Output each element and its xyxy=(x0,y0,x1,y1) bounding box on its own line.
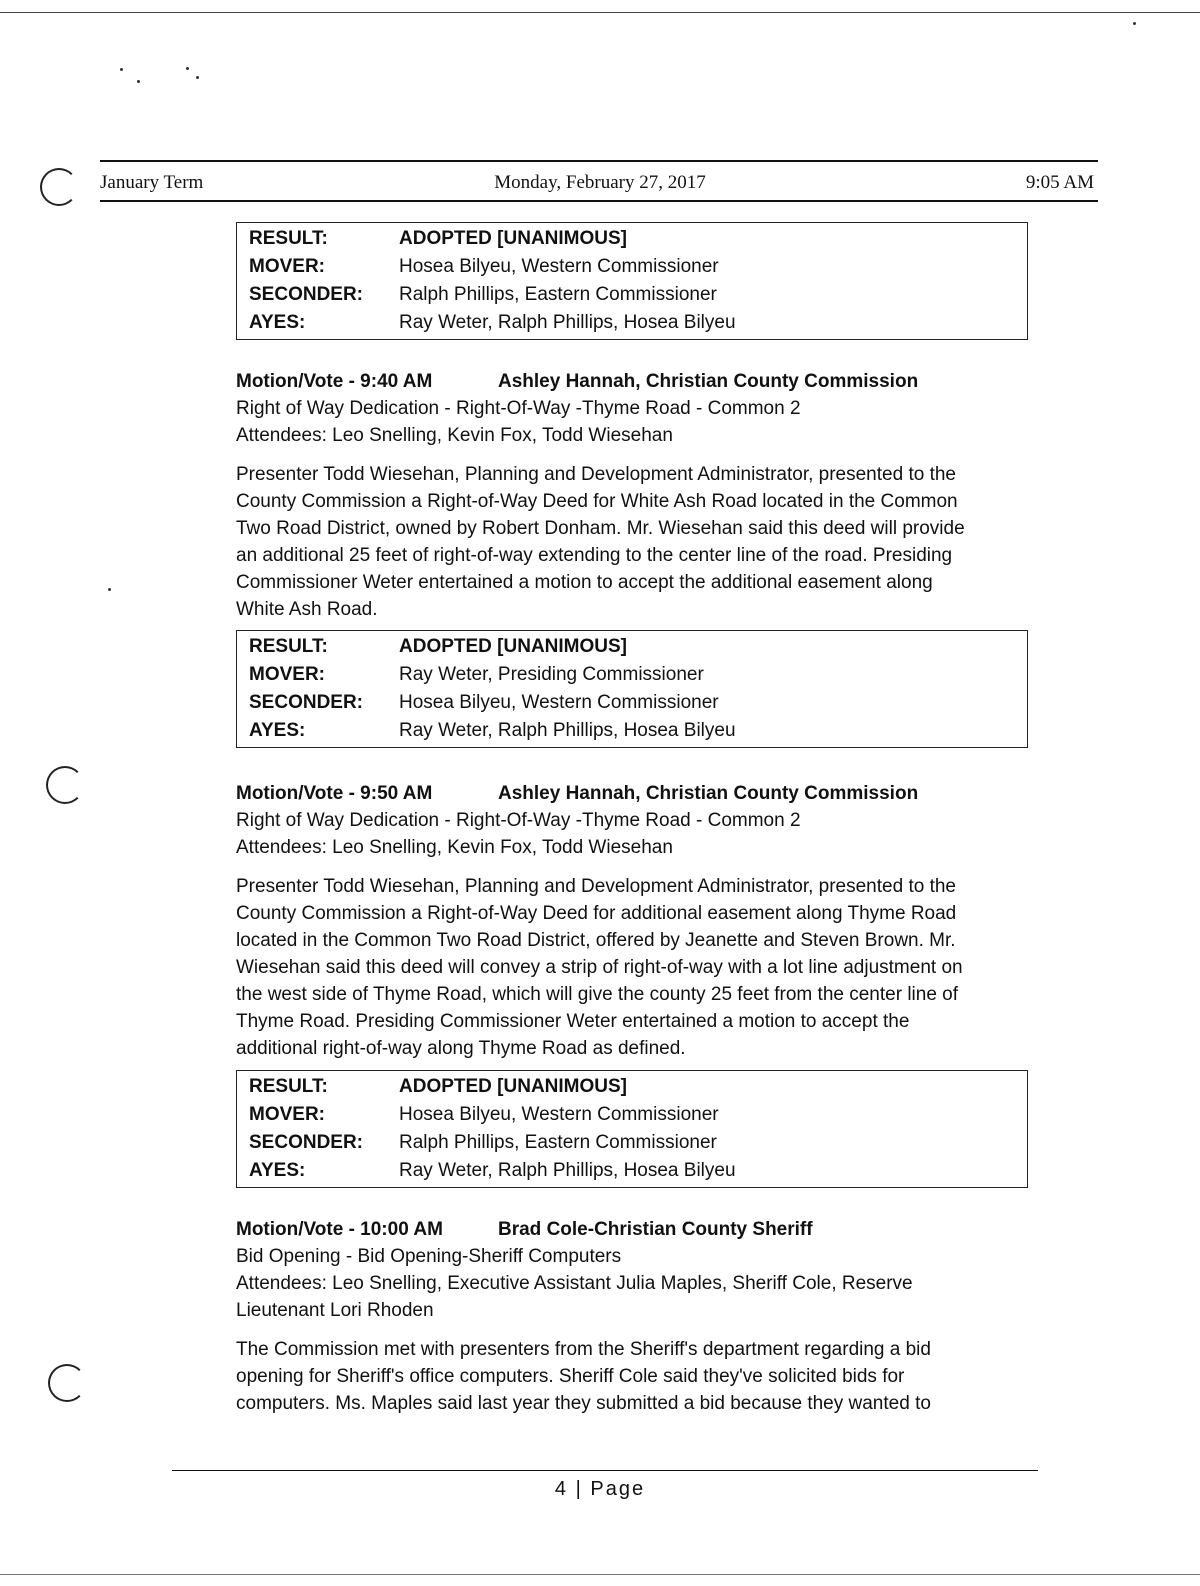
motion-attendees-cont: Lieutenant Lori Rhoden xyxy=(236,1300,434,1321)
body-line: Presenter Todd Wiesehan, Planning and Development Administrator, presented to the xyxy=(236,464,956,485)
header-term: January Term xyxy=(100,172,204,193)
motion-section xyxy=(236,1216,1036,1417)
motion-attendees: Attendees: Leo Snelling, Executive Assistant Julia Maples, Sheriff Cole, Reserve xyxy=(236,1273,913,1294)
motion-time: Motion/Vote - 9:40 AM xyxy=(236,371,433,392)
scan-speck xyxy=(137,80,140,83)
body-line: Presenter Todd Wiesehan, Planning and Development Administrator, presented to the xyxy=(236,876,956,897)
motion-heading xyxy=(236,780,1036,807)
body-line: The Commission met with presenters from the Sheriff's department regarding a bid xyxy=(236,1339,931,1360)
ayes-value: Ray Weter, Ralph Phillips, Hosea Bilyeu xyxy=(399,1160,736,1181)
result-value: ADOPTED [UNANIMOUS] xyxy=(399,228,627,249)
mover-label: MOVER: xyxy=(249,256,325,277)
vote-row-result xyxy=(237,633,1027,661)
seconder-label: SECONDER: xyxy=(249,1132,364,1153)
vote-row-ayes xyxy=(237,1157,1027,1185)
motion-section xyxy=(236,780,1036,1062)
motion-time: Motion/Vote - 9:50 AM xyxy=(236,783,433,804)
body-line: White Ash Road. xyxy=(236,599,378,620)
result-label: RESULT: xyxy=(249,228,328,249)
scan-bottom-edge xyxy=(0,1574,1200,1575)
ayes-value: Ray Weter, Ralph Phillips, Hosea Bilyeu xyxy=(399,312,736,333)
ayes-value: Ray Weter, Ralph Phillips, Hosea Bilyeu xyxy=(399,720,736,741)
body-line: Commissioner Weter entertained a motion to accept the additional easement along xyxy=(236,572,933,593)
mover-value: Ray Weter, Presiding Commissioner xyxy=(399,664,704,685)
body-line: opening for Sheriff's office computers. Sheriff Cole said they've solicited bids for xyxy=(236,1366,905,1387)
vote-row-result xyxy=(237,225,1027,253)
motion-topic: Right of Way Dedication - Right-Of-Way -Thyme Road - Common 2 xyxy=(236,398,801,419)
body-line: the west side of Thyme Road, which will give the county 25 feet from the center line of xyxy=(236,984,959,1005)
scan-speck xyxy=(108,588,111,591)
vote-row-mover xyxy=(237,661,1027,689)
motion-body xyxy=(236,461,1036,623)
result-label: RESULT: xyxy=(249,636,328,657)
body-line: Wiesehan said this deed will convey a strip of right-of-way with a lot line adjustment on xyxy=(236,957,963,978)
scan-speck xyxy=(120,68,123,71)
vote-row-seconder xyxy=(237,281,1027,309)
motion-topic: Right of Way Dedication - Right-Of-Way -Thyme Road - Common 2 xyxy=(236,810,801,831)
seconder-value: Ralph Phillips, Eastern Commissioner xyxy=(399,284,717,305)
body-line: computers. Ms. Maples said last year they submitted a bid because they wanted to xyxy=(236,1393,931,1414)
motion-attendees: Attendees: Leo Snelling, Kevin Fox, Todd Wiesehan xyxy=(236,425,673,446)
footer-rule xyxy=(172,1470,1038,1471)
scan-speck xyxy=(196,76,199,79)
body-line: located in the Common Two Road District, offered by Jeanette and Steven Brown. Mr. xyxy=(236,930,956,951)
body-line: Two Road District, owned by Robert Donham. Mr. Wiesehan said this deed will provide xyxy=(236,518,965,539)
seconder-value: Ralph Phillips, Eastern Commissioner xyxy=(399,1132,717,1153)
mover-label: MOVER: xyxy=(249,1104,325,1125)
result-value: ADOPTED [UNANIMOUS] xyxy=(399,636,627,657)
body-line: County Commission a Right-of-Way Deed for White Ash Road located in the Common xyxy=(236,491,958,512)
ayes-label: AYES: xyxy=(249,720,306,741)
header-time: 9:05 AM xyxy=(1025,172,1094,193)
vote-row-mover xyxy=(237,1101,1027,1129)
scan-top-edge xyxy=(0,12,1200,13)
ayes-label: AYES: xyxy=(249,312,306,333)
vote-row-mover xyxy=(237,253,1027,281)
vote-row-seconder xyxy=(237,1129,1027,1157)
body-line: additional right-of-way along Thyme Road as defined. xyxy=(236,1038,686,1059)
body-line: Thyme Road. Presiding Commissioner Weter entertained a motion to accept the xyxy=(236,1011,910,1032)
motion-section xyxy=(236,368,1036,623)
ayes-label: AYES: xyxy=(249,1160,306,1181)
seconder-value: Hosea Bilyeu, Western Commissioner xyxy=(399,692,719,713)
seconder-label: SECONDER: xyxy=(249,284,364,305)
punch-hole xyxy=(46,766,84,804)
header-date: Monday, February 27, 2017 xyxy=(494,172,706,193)
vote-row-ayes xyxy=(237,309,1027,337)
vote-result-table xyxy=(236,1070,1028,1188)
seconder-label: SECONDER: xyxy=(249,692,364,713)
body-line: County Commission a Right-of-Way Deed for additional easement along Thyme Road xyxy=(236,903,957,924)
vote-row-ayes xyxy=(237,717,1027,745)
vote-result-table xyxy=(236,222,1028,340)
motion-body xyxy=(236,873,1036,1062)
punch-hole xyxy=(48,1364,86,1402)
result-value: ADOPTED [UNANIMOUS] xyxy=(399,1076,627,1097)
motion-heading xyxy=(236,1216,1036,1243)
vote-row-result xyxy=(237,1073,1027,1101)
mover-label: MOVER: xyxy=(249,664,325,685)
motion-time: Motion/Vote - 10:00 AM xyxy=(236,1219,443,1240)
motion-body xyxy=(236,1336,1036,1417)
body-line: an additional 25 feet of right-of-way extending to the center line of the road. Presiding xyxy=(236,545,953,566)
scan-speck xyxy=(186,67,189,70)
header-bottom-rule xyxy=(100,200,1098,202)
motion-presenter: Ashley Hannah, Christian County Commission xyxy=(498,783,919,804)
motion-presenter: Brad Cole-Christian County Sheriff xyxy=(498,1219,813,1240)
motion-presenter: Ashley Hannah, Christian County Commission xyxy=(498,371,919,392)
header-top-rule xyxy=(100,160,1098,162)
vote-result-table xyxy=(236,630,1028,748)
mover-value: Hosea Bilyeu, Western Commissioner xyxy=(399,1104,719,1125)
motion-heading xyxy=(236,368,1036,395)
scan-speck xyxy=(1133,22,1136,25)
vote-row-seconder xyxy=(237,689,1027,717)
motion-attendees: Attendees: Leo Snelling, Kevin Fox, Todd Wiesehan xyxy=(236,837,673,858)
result-label: RESULT: xyxy=(249,1076,328,1097)
mover-value: Hosea Bilyeu, Western Commissioner xyxy=(399,256,719,277)
page-number: 4 | Page xyxy=(554,1478,646,1500)
motion-topic: Bid Opening - Bid Opening-Sheriff Computers xyxy=(236,1246,622,1267)
